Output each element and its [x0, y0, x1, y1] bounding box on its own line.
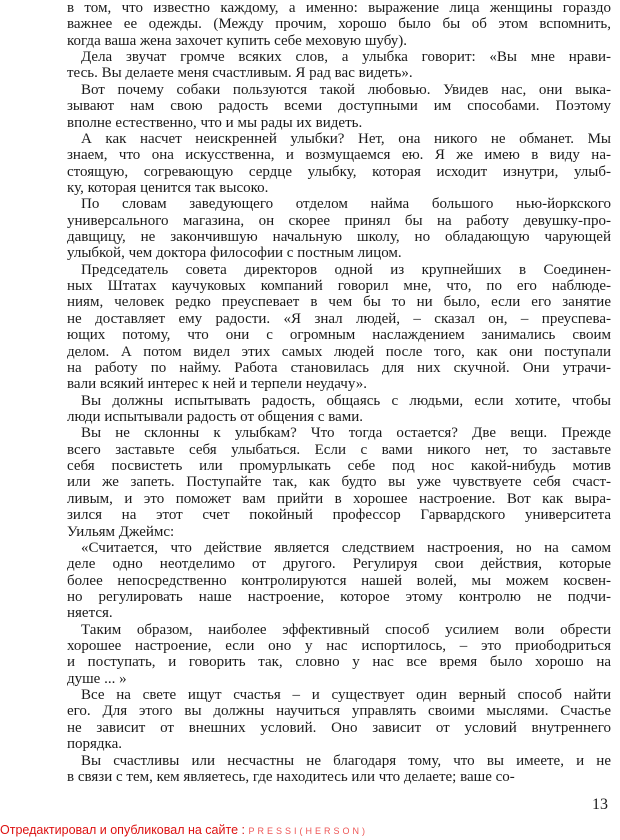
text-line: ливым, и это поможет вам прийти в хорошее настроение. Вот как выра- — [67, 490, 611, 507]
text-line: когда ваша жена захочет купить себе меховую шубу). — [67, 32, 408, 49]
text-line: в связи с тем, кем являетесь, где находитесь или что делаете; ваше со- — [67, 768, 515, 785]
text-line: Уильям Джеймс: — [67, 523, 175, 540]
text-line: Вот почему собаки пользуются такой любовью. Увидев нас, они выка- — [81, 81, 611, 98]
text-line: ющих потому, что они с огромным наслаждением занимались своим — [67, 327, 611, 344]
text-line: не зависит от внешних условий. Оно зависит от условий внутреннего — [67, 719, 611, 736]
text-line: Председатель совета директоров одной из крупнейших в Соединен- — [81, 261, 611, 278]
paragraph — [67, 262, 611, 393]
text-line: Вы счастливы или несчастны не благодаря тому, что вы имеете, и не — [81, 752, 611, 769]
text-line: важнее ее одежды. (Между прочим, хорошо было бы об этом вспомнить, — [67, 16, 611, 33]
text-line: стоящую, согревающую сердце улыбку, которая исходит изнутри, улыб- — [67, 163, 611, 180]
footer-text: Отредактировал и опубликовал на сайте : — [0, 823, 249, 837]
footer-site-link[interactable]: PRESSI(HERSON) — [248, 826, 368, 836]
text-line: зывают нам свою радость всеми доступными им способами. Поэтому — [67, 98, 611, 115]
paragraph — [67, 131, 611, 196]
text-line: порядка. — [67, 736, 123, 753]
text-line: ниям, человек редко преуспевает в чем бы то ни было, если его занятие — [67, 294, 611, 311]
text-line: знаем, что она искусственна, и возмущаемся ею. Я же имею в виду на- — [67, 147, 611, 164]
text-line: Вы должны испытывать радость, общаясь с людьми, если хотите, чтобы — [81, 392, 611, 409]
text-line: но регулировать наше настроение, которое этому контролю не подчи- — [67, 588, 611, 605]
text-line: душе ... » — [67, 670, 127, 687]
page-number: 13 — [592, 796, 608, 813]
text-line: вали всякий интерес к ней и терпели неудачу». — [67, 376, 367, 393]
footer-credit — [0, 823, 368, 837]
text-line: А как насчет неискренней улыбки? Нет, она никого не обманет. Мы — [81, 130, 611, 147]
text-line: в том, что известно каждому, а именно: выражение лица женщины гораздо — [67, 0, 611, 16]
text-line: улыбкой, чем доктора философии с постным лицом. — [67, 245, 402, 262]
text-line: няется. — [67, 605, 113, 622]
text-line: зился на этот счет покойный профессор Гарвардского университета — [67, 507, 611, 524]
text-line: всего заставьте себя улыбаться. Если с вами никого нет, то заставьте — [67, 441, 611, 458]
paragraph — [67, 82, 611, 131]
text-line: Дела звучат громче всяких слов, а улыбка говорит: «Вы мне нрави- — [81, 49, 611, 66]
paragraph — [67, 622, 611, 687]
book-text — [67, 0, 611, 785]
text-line: и поступать, и говорить так, словно у нас все время было хорошо на — [67, 654, 611, 671]
text-line: на работу по найму. Работа становилась для них скучной. Они утрачи- — [67, 359, 611, 376]
paragraph — [67, 687, 611, 752]
paragraph — [67, 196, 611, 261]
paragraph — [67, 393, 611, 426]
text-line: По словам заведующего отделом найма большого нью-йоркского — [81, 196, 611, 213]
text-line: хорошее настроение, если оно у нас испортилось, – это приободриться — [67, 638, 611, 655]
text-line: делом. А потом видел этих самых людей после того, как они поступали — [67, 343, 611, 360]
text-line: ку, которая ценится так высоко. — [67, 179, 269, 196]
paragraph — [67, 540, 611, 622]
text-line: деле одно неотделимо от другого. Регулируя свои действия, которые — [67, 556, 611, 573]
text-line: вполне естественно, что и мы рады их видеть. — [67, 114, 363, 131]
text-line: люди испытывали радость от общения с вами. — [67, 408, 364, 425]
text-line: Таким образом, наиболее эффективный способ усилием воли обрести — [81, 621, 611, 638]
text-line: «Считается, что действие является следствием настроения, но на самом — [81, 539, 611, 556]
paragraph — [67, 49, 611, 82]
paragraph — [67, 425, 611, 540]
text-line: давщицу, не закончившую начальную школу, но обладающую чарующей — [67, 229, 611, 246]
paragraph — [67, 0, 611, 49]
text-line: не доставляет ему радости. «Я знал людей, – сказал он, – преуспева- — [67, 310, 611, 327]
text-line: универсального магазина, он скорее принял бы на работу девушку-про- — [67, 212, 611, 229]
text-line: более непосредственно контролируются нашей волей, мы можем косвен- — [67, 572, 611, 589]
paragraph — [67, 753, 611, 786]
text-line: тесь. Вы делаете меня счастливым. Я рад вас видеть». — [67, 65, 413, 82]
text-line: себя посвистеть или промурлыкать себе под нос какой-нибудь мотив — [67, 458, 611, 475]
text-line: ных Штатах каучуковых компаний говорил мне, что, по его наблюде- — [67, 278, 611, 295]
text-line: Все на свете ищут счастья – и существует один верный способ найти — [81, 687, 611, 704]
text-line: Вы не склонны к улыбкам? Что тогда остается? Две вещи. Прежде — [81, 425, 611, 442]
text-line: или же запеть. Поступайте так, как будто вы уже чувствуете себя счаст- — [67, 474, 611, 491]
text-line: его. Для этого вы должны научиться управлять своими мыслями. Счастье — [67, 703, 611, 720]
